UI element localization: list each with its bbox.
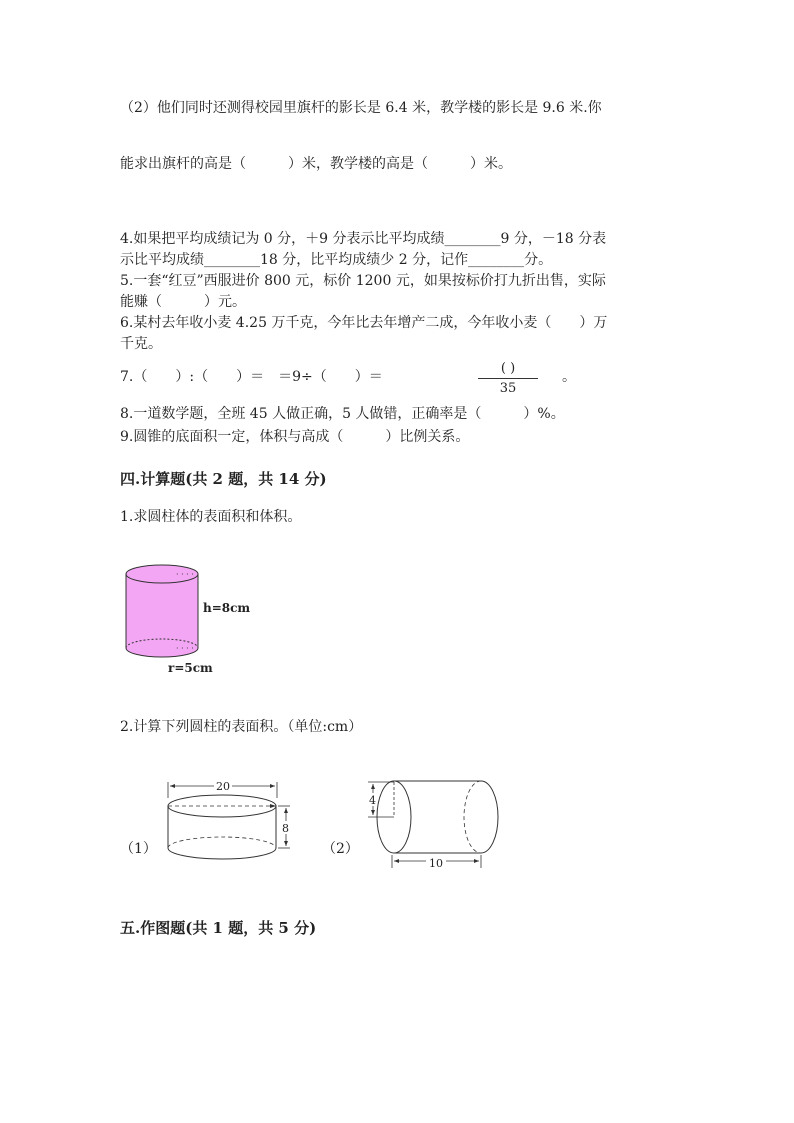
cylinder-figure-2 bbox=[360, 772, 510, 872]
svg-text:· · · ·: · · · · bbox=[176, 644, 194, 653]
svg-text:· · · ·: · · · · bbox=[176, 570, 194, 579]
q3-2-line1: （2）他们同时还测得校园里旗杆的影长是 6.4 米，教学楼的影长是 9.6 米.你 bbox=[120, 100, 602, 116]
fraction-denominator: 35 bbox=[499, 381, 517, 396]
figure-label-1: （1） bbox=[120, 841, 157, 857]
question-6-line1: 6.某村去年收小麦 4.25 万千克，今年比去年增产二成，今年收小麦（ ）万 bbox=[120, 315, 608, 331]
fraction-bar bbox=[478, 378, 538, 379]
pink-cylinder-figure bbox=[120, 562, 250, 682]
diameter-label: 20 bbox=[216, 780, 230, 793]
section-4-heading: 四.计算题(共 2 题，共 14 分) bbox=[120, 470, 327, 488]
question-8: 8.一道数学题，全班 45 人做正确，5 人做错，正确率是（ ）%。 bbox=[120, 406, 565, 422]
height-label-fig1: 8 bbox=[282, 822, 289, 835]
radius-label-fig2: 4 bbox=[369, 794, 376, 807]
q3-2-line2: 能求出旗杆的高是（ ）米，教学楼的高是（ ）米。 bbox=[120, 156, 512, 172]
question-4-line2: 示比平均成绩________18 分，比平均成绩少 2 分，记作________分。 bbox=[120, 252, 553, 268]
height-label: h=8cm bbox=[203, 601, 251, 615]
cylinder-figure-1 bbox=[160, 776, 300, 866]
figure-label-2: （2） bbox=[322, 841, 359, 857]
section-5-heading: 五.作图题(共 1 题，共 5 分) bbox=[120, 919, 317, 937]
length-label-fig2: 10 bbox=[429, 857, 443, 870]
question-7-end: 。 bbox=[562, 369, 576, 385]
calc-question-1: 1.求圆柱体的表面积和体积。 bbox=[120, 509, 302, 525]
question-9: 9.圆锥的底面积一定，体积与高成（ ）比例关系。 bbox=[120, 429, 470, 445]
question-7: 7.（ ）:（ ）＝ ＝9÷（ ）＝ bbox=[120, 369, 383, 385]
question-4-line1: 4.如果把平均成绩记为 0 分，＋9 分表示比平均成绩________9 分，－18 分表 bbox=[120, 231, 607, 247]
calc-question-2: 2.计算下列圆柱的表面积。（单位:cm） bbox=[120, 719, 363, 735]
question-5-line2: 能赚（ ）元。 bbox=[120, 294, 246, 310]
fraction-numerator: ( ) bbox=[500, 361, 516, 376]
radius-label: r=5cm bbox=[168, 661, 213, 675]
question-5-line1: 5.一套“红豆”西服进价 800 元，标价 1200 元，如果按标价打九折出售，实际 bbox=[120, 273, 606, 289]
question-6-line2: 千克。 bbox=[120, 336, 162, 352]
question-7-fraction bbox=[478, 361, 538, 396]
